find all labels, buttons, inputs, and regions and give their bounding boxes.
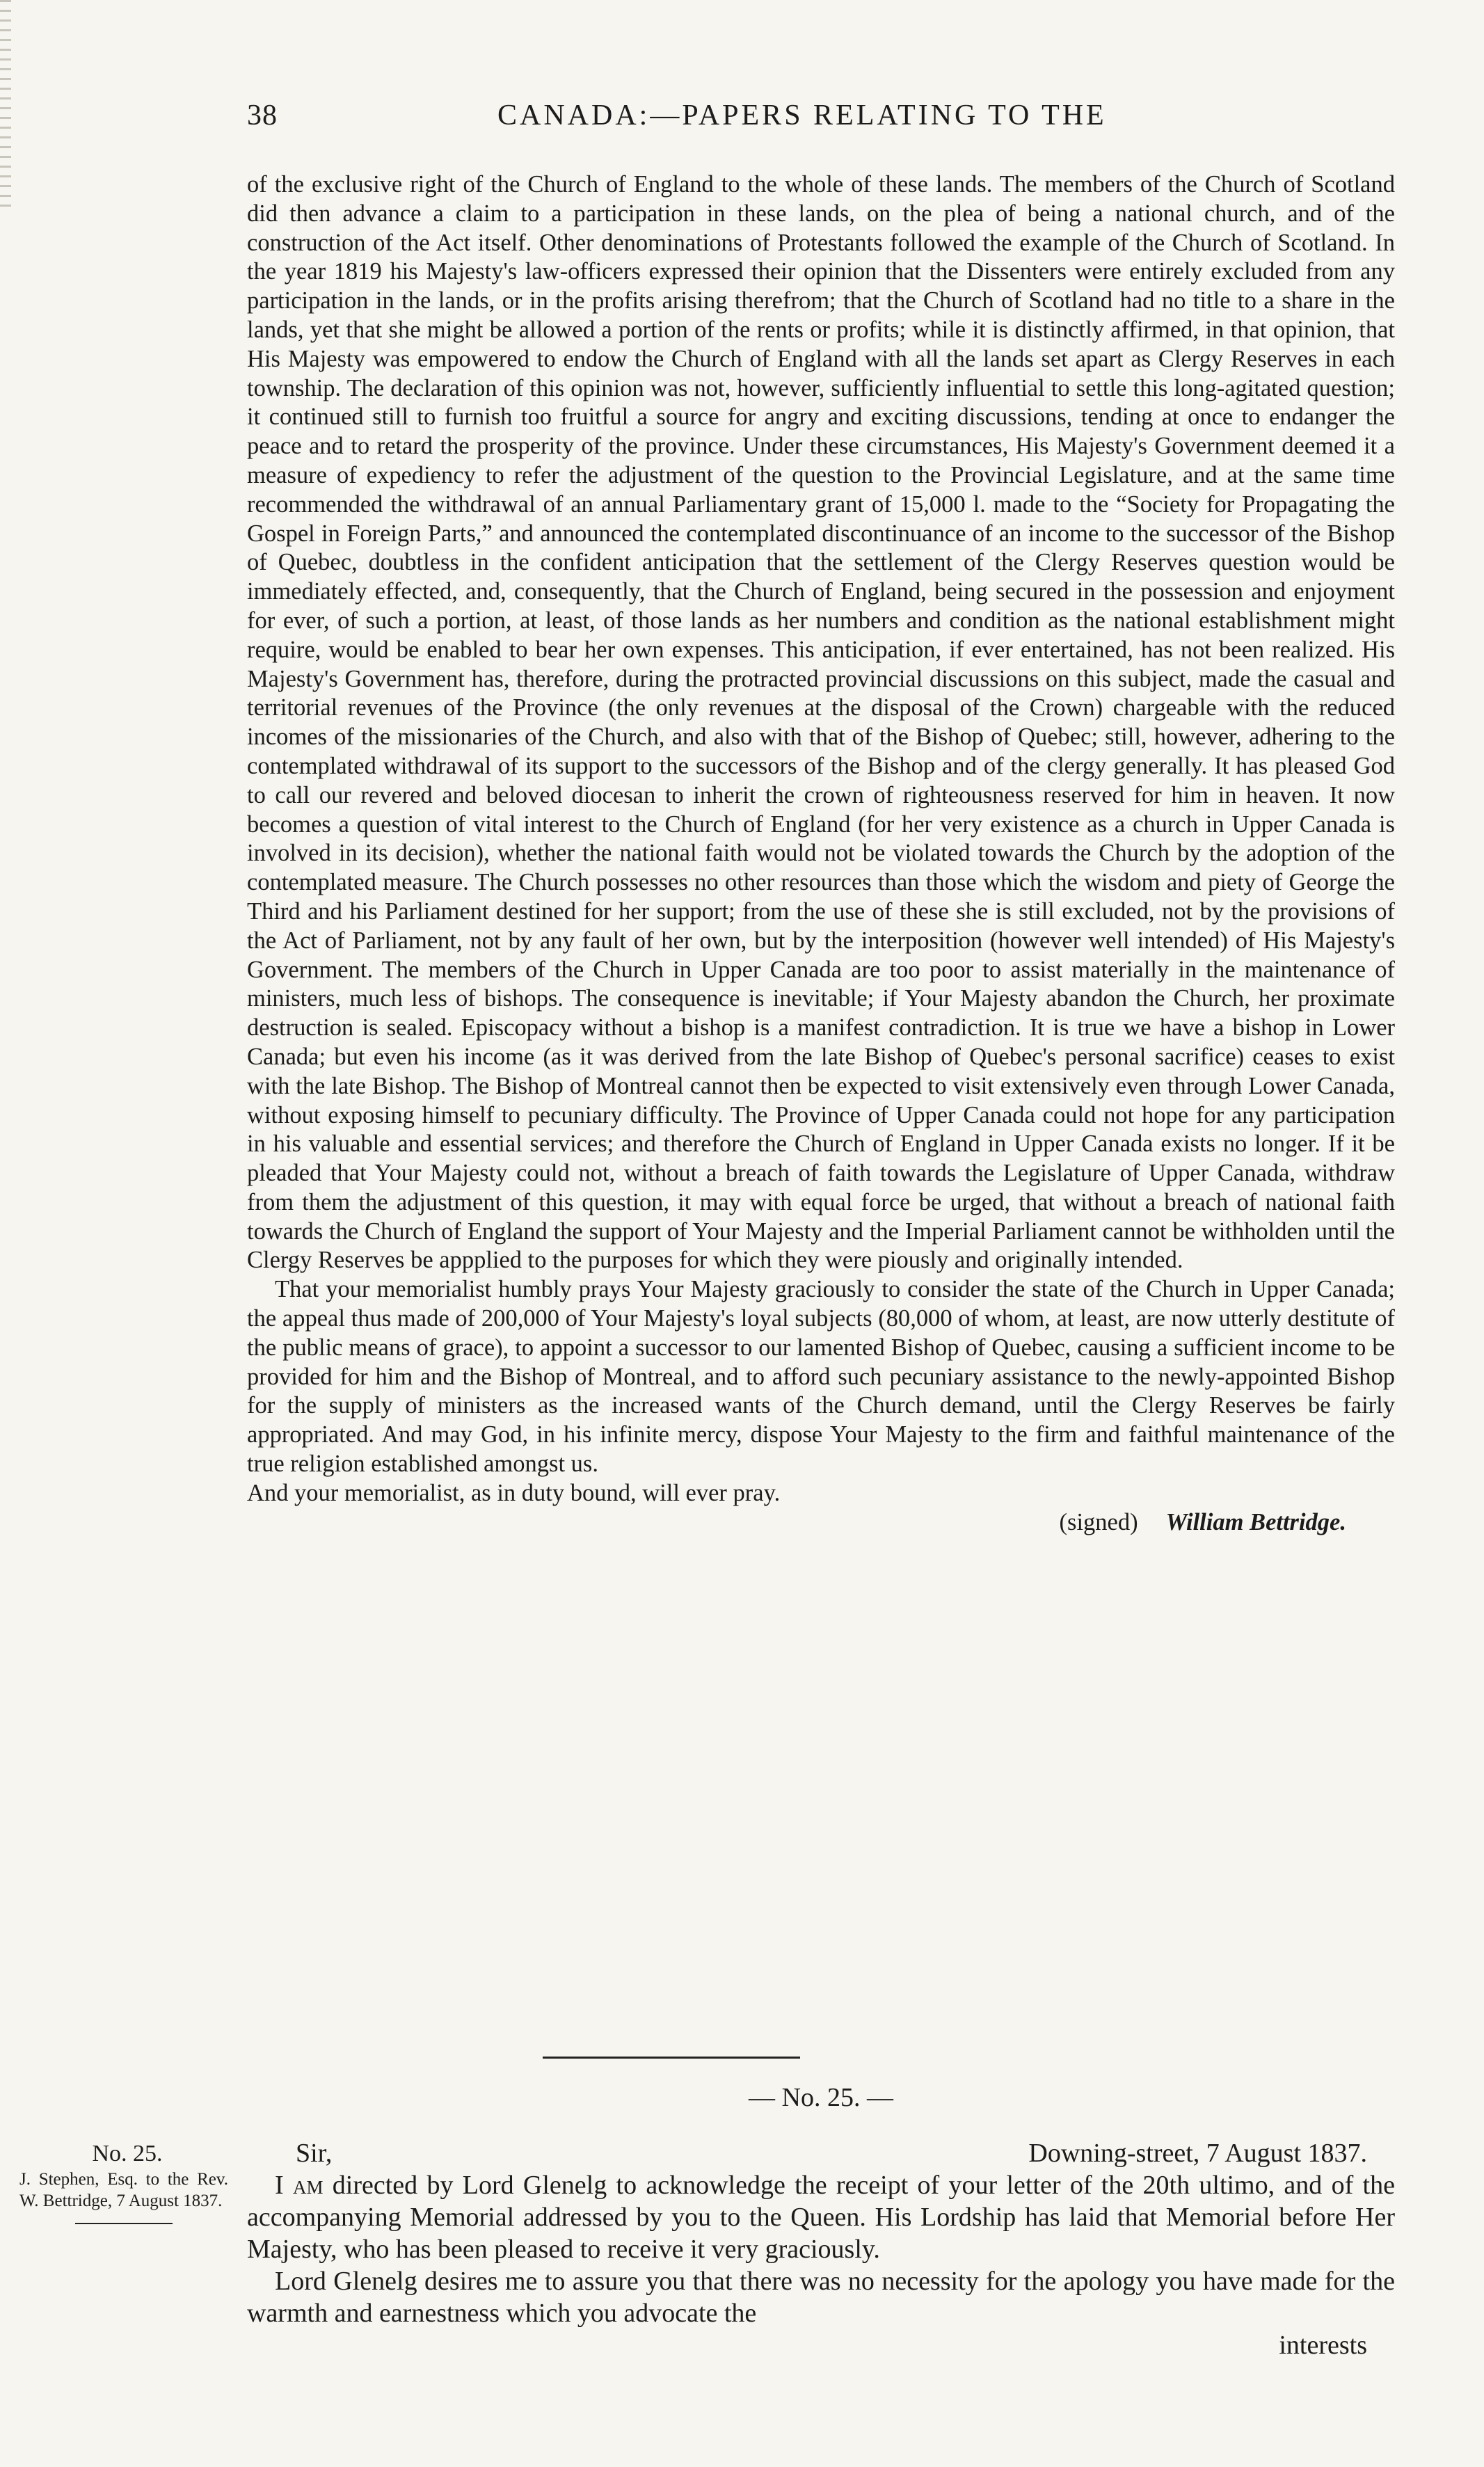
margin-note-text: J. Stephen, Esq. to the Rev. W. Bettridge, 7 August 1837. (19, 2170, 228, 2210)
running-title: CANADA:—PAPERS RELATING TO THE (497, 99, 1107, 131)
letter-body (247, 2137, 1395, 2361)
letter-paragraph-2: Lord Glenelg desires me to assure you that there was no necessity for the apology you have made for the warmth and earnestness which you advocate the (247, 2267, 1395, 2328)
signature-line (247, 1508, 1395, 1538)
letter-paragraph-1-text: directed by Lord Glenelg to acknowledge the receipt of your letter of the 20th ultimo, and of the accompanying Memorial addressed by you to the Queen. His Lordship has laid that Memorial before Her Majesty, who has been pleased to receive it very graciously. (247, 2171, 1395, 2264)
section-divider (543, 2057, 800, 2059)
margin-note (19, 2143, 228, 2224)
signature-name: William Bettridge. (1165, 1508, 1346, 1535)
memorial-paragraph-1: of the exclusive right of the Church of England to the whole of these lands. The members of the Church of Scotland did then advance a claim to a participation in these lands, on the plea of being a national church, and of the construction of the Act itself. Other denominations of Protestants followed the example of the Church of Scotland. In the year 1819 his Majesty's law-officers expressed their opinion that the Dissenters were entirely excluded from any participation in the lands, or in the profits arising therefrom; that the Church of Scotland had no title to a share in the lands, yet that she might be allowed a portion of the rents or profits; while it is distinctly affirmed, in that opinion, that His Majesty was empowered to endow the Church of England with all the lands set apart as Clergy Reserves in each township. The declaration of this opinion was not, however, sufficiently influential to settle this long-agitated question; it continued still to furnish too fruitful a source for angry and exciting discussions, tending at once to endanger the peace and to retard the prosperity of the province. Under these circumstances, His Majesty's Government deemed it a measure of expediency to refer the adjustment of the question to the Provincial Legislature, and at the same time recommended the withdrawal of an annual Parliamentary grant of 15,000 l. made to the “Society for Propagating the Gospel in Foreign Parts,” and announced the contemplated discontinuance of an income to the successor of the Bishop of Quebec, doubtless in the confident anticipation that the settlement of the Clergy Reserves question would be immediately effected, and, consequently, that the Church of England, being secured in the possession and enjoyment for ever, of such a portion, at least, of those lands as her numbers and condition as the national establishment might require, would be enabled to bear her own expenses. This anticipation, if ever entertained, has not been realized. His Majesty's Government has, therefore, during the protracted provincial discussions on this subject, made the casual and territorial revenues of the Province (the only revenues at the disposal of the Crown) chargeable with the reduced incomes of the missionaries of the Church, and also with that of the Bishop of Quebec; still, however, adhering to the contemplated withdrawal of its support to the successors of the Bishop and of the clergy generally. It has pleased God to call our revered and beloved diocesan to inherit the crown of righteousness reserved for him in heaven. It now becomes a question of vital interest to the Church of England (for her very existence as a church in Upper Canada is involved in its decision), whether the national faith would not be violated towards the Church by the adoption of the contemplated measure. The Church possesses no other resources than those which the wisdom and piety of George the Third and his Parliament destined for her support; from the use of these she is still excluded, not by the provisions of the Act of Parliament, not by any fault of her own, but by the interposition (however well intended) of His Majesty's Government. The members of the Church in Upper Canada are too poor to assist materially in the maintenance of ministers, much less of bishops. The consequence is inevitable; if Your Majesty abandon the Church, her proximate destruction is sealed. Episcopacy without a bishop is a manifest contradiction. It is true we have a bishop in Lower Canada; but even his income (as it was derived from the late Bishop of Quebec's personal sacrifice) ceases to exist with the late Bishop. The Bishop of Montreal cannot then be expected to visit extensively even through Lower Canada, without exposing himself to pecuniary difficulty. The Province of Upper Canada could not hope for any participation in his valuable and essential services; and therefore the Church of England in Upper Canada exists no longer. If it be pleaded that Your Majesty could not, without a breach of faith towards the Legislature of Upper Canada, withdraw from them the adjustment of this question, it may with equal force be urged, that without a breach of national faith towards the Church of England the support of Your Majesty and the Imperial Parliament cannot be withholden until the Clergy Reserves be appplied to the purposes for which they were piously and originally intended. (247, 171, 1395, 1274)
letter-lead-words: I am (275, 2171, 324, 2200)
salutation: Sir, (296, 2139, 333, 2168)
memorial-body (247, 170, 1395, 1537)
memorial-closing: And your memorialist, as in duty bound, will ever pray. (247, 1479, 781, 1506)
page-number: 38 (247, 99, 278, 131)
salutation-line (247, 2137, 1395, 2169)
letter-paragraph-1 (247, 2169, 1395, 2265)
margin-rule (75, 2223, 173, 2224)
catchword: interests (1279, 2331, 1367, 2360)
signed-label: (signed) (1059, 1508, 1138, 1535)
dateline: Downing-street, 7 August 1837. (1028, 2139, 1367, 2168)
page-header (247, 99, 1395, 147)
document-heading: — No. 25. — (749, 2083, 893, 2112)
memorial-paragraph-2: That your memorialist humbly prays Your Majesty graciously to consider the state of the Church in Upper Canada; the appeal thus made of 200,000 of Your Majesty's loyal subjects (80,000 of whom, at least, are now utterly destitute of the public means of grace), to appoint a successor to our lamented Bishop of Quebec, causing a sufficient income to be provided for him and the Bishop of Montreal, and to afford such pecuniary assistance to the newly-appointed Bishop for the supply of ministers as the increased wants of the Church demand, until the Clergy Reserves be fairly appropriated. And may God, in his infinite mercy, dispose Your Majesty to the firm and faithful maintenance of the true religion established amongst us. (247, 1276, 1395, 1478)
page-edge-marks (0, 0, 11, 209)
margin-note-number: No. 25. (92, 2141, 163, 2166)
